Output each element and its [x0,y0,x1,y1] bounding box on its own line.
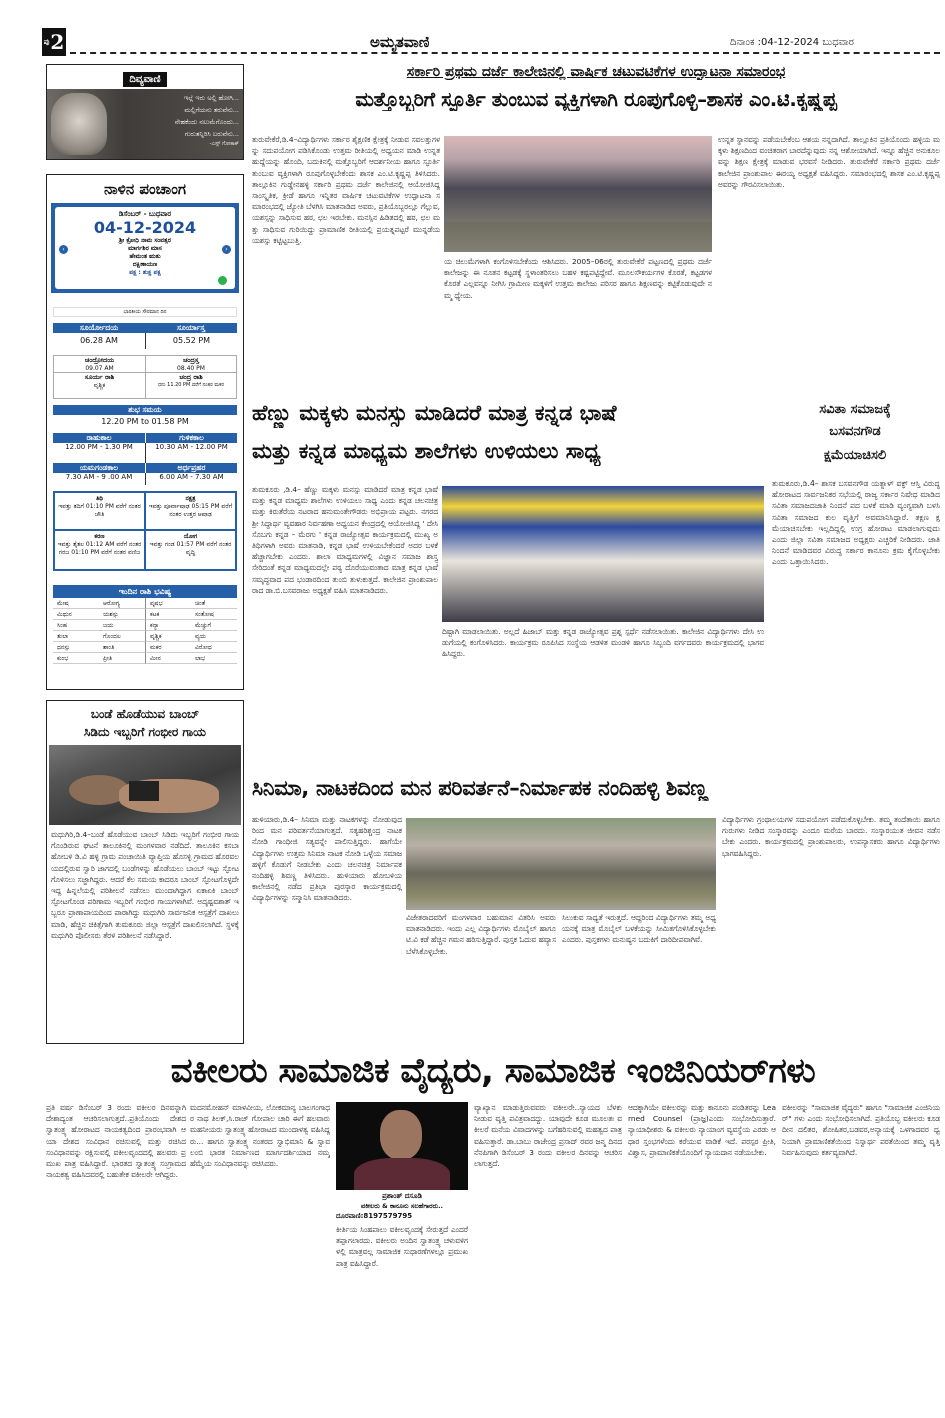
sunset-time: 05.52 PM [145,333,237,349]
story4-headline: ಸಿನಿಮಾ, ನಾಟಕದಿಂದ ಮನ ಪರಿವರ್ತನೆ–ನಿರ್ಮಾಪಕ ನಂದಿಹಳ್ಳಿ ಶಿವಣ್ಣ [252,776,708,800]
story4-photo [406,818,716,910]
masthead-divider [70,52,940,54]
panchanga-date: 04-12-2024 [93,218,197,237]
next-arrow-icon[interactable]: › [222,245,231,254]
rashi-prediction: ಶಾಂತಿ [99,642,145,653]
story5-col1: ಪ್ರತಿ ವರ್ಷ ಡಿಸೆಂಬರ್ 3 ರಂದು ವಕೀಲರ ದಿನವನ್ನಾಗಿ ದೇಶಾದ್ಯಂತ ಆಚರಿಸಲಾಗುತ್ತದೆ..ಪ್ರತಿಯೊಂದು ದೇಶದ ಸ್ವಾತಂತ್ರ್ಯ ಹೋರಾಟದ ನಾಯಕತ್ವದಿಂದ ಪ್ರಾರಂಭವಾಗಿ ಆಯಾ ದೇಶದ ಸಂವಿಧಾನ ರಚಿಸುವಲ್ಲಿ ಮತ್ತು ರಚಿಸಿದ ಸಂವಿಧಾನವನ್ನು ರಕ್ಷಿಸುವಲ್ಲಿ ವಕೀಲವೃಂದದಲ್ಲಿ ಹಲವರು ಪ್ರಮುಖ ಪಾತ್ರ ವಹಿಸಿದ್ದಾರೆ. ಭಾರತದ ಸ್ವಾತಂತ್ರ್ಯ ಸಂಗ್ರಾಮದ ನಾಯಕತ್ವ ವಹಿಸಿದವರಲ್ಲಿ ಬಹುತೇಕ ವಕೀಲರೇ ಆಗಿದ್ದರು. [46,1103,186,1180]
story2-photo [442,486,764,622]
rashi-prediction: ಯಶಸ್ಸು [99,609,145,620]
story1-col1: ತುರುವೇಕೆರೆ,ಡಿ.4–ವಿದ್ಯಾರ್ಥಿಗಳು ಸರ್ಕಾರ ಶೈಕ್ಷಣಿಕ ಕ್ಷೇತ್ರಕ್ಕೆ ನೀಡುವ ಸವಲತ್ತುಗಳನ್ನು ಸದುಪಯೋಗ ಪಡಿಸಿಕೊಂಡು ಉತ್ತಮ ರೀತಿಯಲ್ಲಿ ಅಧ್ಯಯನ ಮಾಡಿ ಉನ್ನತ ಹುದ್ದೆಯನ್ನು ಹೊಂದಿ, ಬದುಕಿನಲ್ಲಿ ಮತ್ತೊಬ್ಬರಿಗೆ ಆದರ್ಶನೀಯ ಹಾಗೂ ಸ್ಫೂರ್ತಿ ತುಂಬುವ ವ್ಯಕ್ತಿಗಳಾಗಿ ರೂಪುಗೊಳ್ಳಬೇಕೆಂದು ಶಾಸಕ ಎಂ.ಟಿ.ಕೃಷ್ಣಪ್ಪ ತಿಳಿಸಿದರು. ತಾಲ್ಲೂಕಿನ ಗುಡ್ಡೇನಹಳ್ಳಿ ಸರ್ಕಾರಿ ಪ್ರಥಮ ದರ್ಜೆ ಕಾಲೇಜಿನಲ್ಲಿ ಆಯೋಜಿಸಿದ್ದ ಸಾಂಸ್ಕೃತಿಕ, ಕ್ರೀಡೆ ಹಾಗೂ ಇನ್ನಿತರ ವಾರ್ಷಿಕ ಚಟುವಟಿಕೆಗಳ ಉದ್ಘಾಟನಾ ಸಮಾರಂಭದಲ್ಲಿ ಜ್ಯೋತಿ ಬೆಳಗಿಸಿ ಮಾತನಾಡಿದ ಅವರು, ಪ್ರತಿಯೊಬ್ಬರಲ್ಲೂ ಗೆಲ್ಲುವ, ಯಶಸ್ಸನ್ನು ಸಾಧಿಸುವ ಹಠ, ಛಲ ಇರಬೇಕು. ಮನಸ್ಸಿನ ಹಿಡಿತದಲ್ಲಿ ಹಠ, ಛಲ ಮತ್ತು ಸಾಧಿಸುವ ಗುರಿಯಿದ್ದು ಪ್ರಾಮಾಣಿಕ ರೀತಿಯಲ್ಲಿ ಪ್ರಯತ್ನಪಟ್ಟರೆ ಮುನ್ನಡೆಯ ಯಶಸ್ಸು ಕಟ್ಟಿಟ್ಟಬುತ್ತಿ. [252,135,440,245]
story5-col4: ವ್ಯಾಖ್ಯಾನ ಮಾಡುತ್ತಿರುವವರು ವಕೀಲರೇ..ನ್ಯಾಯದ ಬೆಳಕು ನೀಡುವ ವೃತ್ತಿ ಪವಿತ್ರವಾದದ್ದು. ಯಾವುದೇ ಕೂಡ ಮೂಲತಃ ವಕೀಲರೆ ಮನೆಯ ವಿವಾದಗಳನ್ನು ಬಗೆಹರಿಸುವಲ್ಲಿ ಮಹತ್ವದ ಪಾತ್ರ ವಹಿಸುತ್ತಾರೆ. ಡಾ.ಬಾಬು ರಾಜೇಂದ್ರ ಪ್ರಸಾದ್ ರವರ ಜನ್ಮ ದಿನದ ನೆನಪಿಗಾಗಿ ಡಿಸೆಂಬರ್ 3 ರಂದು ವಕೀಲರ ದಿನವನ್ನು ಆಚರಿಸಲಾಗುತ್ತದೆ. [474,1103,622,1169]
rashi-prediction: ಮೆಚ್ಚುಗೆ [191,620,237,631]
shubha-time: 12.20 PM to 01.58 PM [101,417,189,426]
story5-headline: ವಕೀಲರು ಸಾಮಾಜಿಕ ವೈದ್ಯರು, ಸಾಮಾಜಿಕ ಇಂಜಿನಿಯರ್‌ಗಳು [170,1051,816,1091]
author-phone: ದೂರವಾಣಿ:8197579795 [336,1212,413,1220]
rashi-prediction: ಪ್ರೀತಿ [99,653,145,664]
quote-text: ಇಲ್ಲೆ ಇರು ಅಲ್ಲಿ ಹೋಗಿ... ಮಲ್ಲಿಗೆಯನು ತರುವೆನು... ನೇಹಕೆಂದು ನಲುಮೆಗೊಂದು... ಗುರುತನ್ನಿರಿಸಿ ಬರುವೆನು... -ಎಸ್ಸ್ ಗೋಕಾಕ್ [174,94,239,147]
story3-headline-2: ಬಸವನಗೌಡ [829,424,881,439]
panchanga-title: ನಾಳಿನ ಪಂಚಾಂಗ [104,180,186,198]
rashi-sign: ವೃಷಭ [145,598,191,609]
rashi-sign: ಮೇಷ [53,598,99,609]
story4-col1: ಹುಳಿಯಾರು,ಡಿ.4– ಸಿನಿಮಾ ಮತ್ತು ನಾಟಕಗಳನ್ನು ನೋಡುವುದರಿಂದ ಮನ ಪರಿವರ್ತನೆಯಾಗುತ್ತದೆ. ಸತ್ಯಹರಿಶ್ಚಂದ್ರ ನಾಟಕ ನೋಡಿ ಗಾಂಧೀಜಿ ಸತ್ಯವನ್ನೇ ಪಾಲಿಸುತ್ತಿದ್ದರು. ಹಾಗೆಯೇ ವಿದ್ಯಾರ್ಥಿಗಳು ಉತ್ತಮ ಸಿನಿಮಾ ನಾಟಕ ನೋಡಿ ಒಳ್ಳೆಯ ಸಮಾಜ ಹಳ್ಳಿಗೆ ಕೊಡುಗೆ ನೀಡಬೇಕು ಎಂದು ಚಲನಚಿತ್ರ ನಿರ್ಮಾಪಕ ನಂದಿಹಳ್ಳಿ ಶಿವಣ್ಣ ತಿಳಿಸಿದರು. ಹುಳಿಯಾರು ಹೋಬಳಿಯ ಕಾಲೇಜಿನಲ್ಲಿ ನಡೆದ ಪ್ರತಿಭಾ ಪುರಸ್ಕಾರ ಕಾರ್ಯಕ್ರಮದಲ್ಲಿ ವಿದ್ಯಾರ್ಥಿಗಳನ್ನು ಸನ್ಮಾನಿಸಿ ಮಾತನಾಡಿದರು. [252,815,402,903]
rashi-title: ಇಂದಿನ ರಾಶಿ ಭವಿಷ್ಯ [53,585,237,598]
rashi-prediction: ವ್ಯಯ [191,631,237,642]
story3-headline-3: ಕ್ಷಮೆಯಾಚಿಸಲಿ [823,448,887,463]
story2-headline-1: ಹೆಣ್ಣು ಮಕ್ಕಳು ಮನಸ್ಸು ಮಾಡಿದರೆ ಮಾತ್ರ ಕನ್ನಡ ಭಾಷೆ [252,401,617,425]
story1-photo [444,136,712,252]
shubha-table: ಶುಭ ಸಮಯ 12.20 PM to 01.58 PM [53,405,237,429]
story1-headline: ಮತ್ತೊಬ್ಬರಿಗೆ ಸ್ಫೂರ್ತಿ ತುಂಬುವ ವ್ಯಕ್ತಿಗಳಾಗಿ ರೂಪುಗೊಳ್ಳಿ–ಶಾಸಕ ಎಂ.ಟಿ.ಕೃಷ್ಣಪ್ಪ [355,88,837,111]
story5-col3: ಕೀರ್ತಿಯ ಸಿಂಹಪಾಲು ವಕೀಲವೃಂದಕ್ಕೆ ಸೇರುತ್ತದೆ ಎಂದರೆ ತಪ್ಪಾಗಲಾರದು. ವಕೀಲರು ಅಂದಿನ ಸ್ವಾತಂತ್ರ್ಯ ಚಳುವಳಿಗಳಲ್ಲಿ ಮಾತ್ರವಲ್ಲ ಸಾಮಾಜಿಕ ಸುಧಾರಣೆಗಳಲ್ಲೂ ಪ್ರಮುಖ ಪಾತ್ರ ವಹಿಸಿದ್ದಾರೆ. [336,1225,468,1268]
bomb-headline-1: ಬಂಡೆ ಹೊಡೆಯುವ ಬಾಂಬ್ [90,707,200,721]
author-title: ವಕೀಲರು & ಕಾನೂನು ಸಲಹೆಗಾರರು.. [360,1202,444,1210]
story4-col3: ಸಿಲುಕುವ ಸಾಧ್ಯತೆ ಇರುತ್ತದೆ. ಆದ್ದರಿಂದ ವಿದ್ಯಾರ್ಥಿಗಳು ತಮ್ಮ ಅಧ್ಯಯನಕ್ಕೆ ಮಾತ್ರ ಮೊಬೈಲ್ ಬಳಕೆಯನ್ನು ಸೀಮಿತಗೊಳಿಸಿಕೊಳ್ಳಬೇಕು ಎಂದರು. ಪುಸ್ತಕಗಳು ಮನುಷ್ಯನ ಬದುಕಿಗೆ ದಾರಿದೀಪವಾಗಿವೆ. [562,913,716,945]
author-name: ಪ್ರಶಾಂತ್ ದಸೂಡಿ [382,1192,422,1200]
sun-table: ಸೂರ್ಯೋದಯ ಸೂರ್ಯಾಸ್ತ 06.28 AM 05.52 PM [53,323,237,349]
author-photo [336,1102,468,1190]
story1-col3: ಉನ್ನತ ಸ್ಥಾನವನ್ನು ಪಡೆಯಬೇಕೆಂಬ ಆಶಯ ನನ್ನದಾಗಿದೆ. ತಾಲ್ಲೂಕಿನ ಪ್ರತಿಯೊಂದು ಹಳ್ಳಿಯ ಮಕ್ಕಳು ಶಿಕ್ಷಣದಿಂದ ವಂಚಿತರಾಗ ಬಾರದೆನ್ನುವುದು ನನ್ನ ಆಶೋಯಾಗಿದೆ. ಇನ್ನೂ ಹೆಚ್ಚಿನ ಅನುಕೂಲವನ್ನು ಶಿಕ್ಷಣ ಕ್ಷೇತ್ರಕ್ಕೆ ಮಾಡುವ ಭರವಸೆ ನೀಡಿದರು. ತುರುವೇಕೆರೆ ಸರ್ಕಾರಿ ಪ್ರಥಮ ದರ್ಜೆ ಕಾಲೇಜಿನ ಪ್ರಾಂಶುಪಾಲ ಈರಯ್ಯ ಅಧ್ಯಕ್ಷತೆ ವಹಿಸಿದ್ದರು. ಸಮಾರಂಭದಲ್ಲಿ ಶಾಸಕ ಎಂ.ಟಿ.ಕೃಷ್ಣಪ್ಪ ಅವರನ್ನು ಗೌರವಿಸಲಾಯಿತು. [718,135,940,189]
rashi-table [53,585,237,664]
rashi-sign: ಸಿಂಹ [53,620,99,631]
story3-body: ತುಮಕೂರು,ಡಿ.4– ಶಾಸಕ ಬಸವನಗೌಡ ಯತ್ನಾಳ್ ವಕ್ಫ್ ಆಸ್ತಿ ವಿರುದ್ಧ ಹೋರಾಟದ ಸಾರ್ವಜನಿಕರ ಸಭೆಯಲ್ಲಿ ರಾಜ್ಯ ಸರ್ಕಾರ ನಿಷೇಧ ಮಾಡಿದ ಸವಿತಾ ಸಮಾಜದಜಾತಿ ನಿಂದನೆ ಪದ ಬಳಕೆ ಮಾಡಿ ವ್ಯಂಗ್ಯವಾಗಿ ಬಳಸಿ ಸವಿತಾ ಸಮಾಜದ ಕುಲ ವೃತ್ತಿಗೆ ಅವಮಾನಿಸಿದ್ದಾರೆ. ತಕ್ಷಣ ಕ್ಷಮೆಯಾಚಿಸಬೇಕು ಇಲ್ಲದಿದ್ದಲ್ಲಿ ಉಗ್ರ ಹೋರಾಟ ಮಾಡಲಾಗುವುದು ಎಂದು ಜಿಲ್ಲಾ ಸವಿತಾ ಸಮಾಜದ ಅಧ್ಯಕ್ಷರು ಎಚ್ಚರಿಕೆ ನೀಡಿದರು. ಜಾತಿ ನಿಂದನೆ ಮಾಡಿದವರ ವಿರುದ್ಧ ಸರ್ಕಾರ ಕಾನೂನು ಕ್ರಮ ಕೈಗೊಳ್ಳಬೇಕು ಎಂದು ಒತ್ತಾಯಿಸಿದರು. [772,479,940,567]
story5-col5: ಆದಕ್ಕಾಗಿಯೇ ವಕೀಲರನ್ನು ಮತ್ತು ಕಾನೂನು ಪಂಡಿತರನ್ನು Learned Counsel (ಪ್ರಾಜ್ಞ)ಎಂದು ಸಂಭೋದಿಸುತ್ತಾರೆ. ನ್ಯಾಯಾಧೀಶರು & ವಕೀಲರು ನ್ಯಾಯಾಂಗ ವ್ಯವಸ್ಥೆಯ ಎರಡು ಆಧಾರ ಸ್ತಂಭಗಳೆಂದು ಕರೆಯುವ ವಾಡಿಕೆ ಇದೆ. ಪರಸ್ಪರ ಪ್ರೀತಿ,ವಿಶ್ವಾಸ, ಪ್ರಾಮಾಣಿಕತೆಯೊಂದಿಗೆ ನ್ಯಾಯದಾನ ನಡೆಯಬೇಕು. [628,1103,776,1157]
rashi-prediction: ಆರೋಗ್ಯ [99,598,145,609]
month-day: ಡಿಸೆಂಬರ್ - ಬುಧವಾರ [118,210,172,218]
whatsapp-icon[interactable] [218,276,227,285]
rashi-sign: ವೃಶ್ಚಿಕ [145,631,191,642]
story3-headline-1: ಸವಿತಾ ಸಮಾಜಕ್ಕೆ [819,402,891,417]
story1-col2: ಯ ಚಿಲುಮೆಗಳಾಗಿ ಕಂಗೊಳಿಸಬೇಕೆಂದು ಆಶಿಸಿದರು. 2005–06ರಲ್ಲಿ ತುರುವೇಕೆರೆ ಪಟ್ಟಣದಲ್ಲಿ ಪ್ರಥಮ ದರ್ಜೆ ಕಾಲೇಜನ್ನು ಈ ನೂತನ ಕಟ್ಟಡಕ್ಕೆ ಸ್ಥಳಾಂತರಿಸಲು ಬಹಳ ಕಷ್ಟಪಟ್ಟಿದ್ದೇವೆ. ಮೂಲಸೌಕರ್ಯಗಳ ಕೊರತೆ, ಕಟ್ಟಡಗಳ ಕೊರತೆ ಎಲ್ಲವನ್ನೂ ನೀಗಿಸಿ ಗ್ರಾಮೀಣ ಮಕ್ಕಳಿಗೆ ಉತ್ತಮ ಕಾಲೇಜು ಪರಿಸರ ಹಾಗೂ ಶಿಕ್ಷಣವನ್ನು ಕಟ್ಟಿಕೊಡುವುದೇ ನಮ್ಮ ಧ್ಯೇಯ. [444,257,712,300]
rashi-prediction: ಗೊಂದಲ [99,631,145,642]
story4-col2: ವಿಜೇತರಾದವರಿಗೆ ಮಂಗಳವಾರ ಬಹುಮಾನ ವಿತರಿಸಿ ಅವರು ಮಾತನಾಡಿದರು. ಇಂದು ಎಲ್ಲ ವಿದ್ಯಾರ್ಥಿಗಳು ಮೊಬೈಲ್ ಹಾಗೂ ಟಿ.ವಿ ಕಡೆ ಹೆಚ್ಚಿನ ಗಮನ ಹರಿಸುತ್ತಿದ್ದಾರೆ. ಪುಸ್ತಕ ಓದುವ ಹವ್ಯಾಸ ಬೆಳೆಸಿಕೊಳ್ಳಬೇಕು. [406,913,556,956]
story2-col2: ದಿಷ್ಟಾಗಿ ಮಾಡಲಾಯಿತು. ಅಲ್ಲದೆ ಹಿಜಾಬ್ ಮತ್ತು ಕನ್ನಡ ರಾಜ್ಯೋತ್ಸವ ಪ್ರಶ್ನ ಸ್ಪರ್ಧೆ ನಡೆಸಲಾಯಿತು. ಕಾಲೇಜಿನ ವಿದ್ಯಾರ್ಥಿಗಳು ದೇಸಿ ಉಡುಗೆಯಲ್ಲಿ ಕಂಗೊಳಿಸಿದರು. ಕಾರ್ಯಕ್ರಮ ರೂಪಿಸಿದ ಸಂಸ್ಥೆಯ ಆಡಳಿತ ಮಂಡಳಿ ಹಾಗೂ ಸಿಬ್ಬಂದಿ ವರ್ಗದವರು ಕಾರ್ಯಕ್ರಮದಲ್ಲಿ ಭಾಗವಹಿಸಿದ್ದರು. [442,627,764,659]
page-prefix: ಪು [43,37,50,46]
rashi-prediction: ಚಿಂತೆ [191,598,237,609]
story4-col4: ವಿದ್ಯಾರ್ಥಿಗಳು ಗ್ರಂಥಾಲಯಗಳ ಸದುಪಯೋಗ ಪಡೆದುಕೊಳ್ಳಬೇಕು. ತಮ್ಮ ತಂದೆತಾಯಿ ಹಾಗೂ ಗುರುಗಳು ನೀಡಿದ ಸಂಸ್ಕಾರವನ್ನು ಎಂದೂ ಮರೆಯ ಬಾರದು. ಸಂಸ್ಕಾರಯುತ ಜೀವನ ನಡೆಸಬೇಕು ಎಂದರು. ಕಾರ್ಯಕ್ರಮದಲ್ಲಿ ಪ್ರಾಂಶುಪಾಲರು, ಉಪನ್ಯಾಸಕರು ಹಾಗೂ ವಿದ್ಯಾರ್ಥಿಗಳು ಭಾಗವಹಿಸಿದ್ದರು. [722,815,940,858]
bomb-headline-2: ಸಿಡಿದು ಇಬ್ಬರಿಗೆ ಗಂಭೀರ ಗಾಯ [84,725,206,739]
rashi-sign: ತುಲಾ [53,631,99,642]
tithi-table: ತಿಥಿ ಇವತ್ತು ತದಿಗೆ 01:10 PM ವರೆಗೆ ನಂತರ ಚೌತಿ ನಕ್ಷತ್ರ ಇವತ್ತು ಪೂರ್ವಾಷಾಢ 05:15 PM ವರೆಗೆ ನಂತರ ಉತ್ತರ ಆಷಾಢ ಕರಣ ಇವತ್ತು ತೈತಲ 01:12 AM ವರೆಗೆ ನಂತರ ಗರಜ 01:10 PM ವರೆಗೆ ನಂತರ ವಣಿಜ ಯೋಗ ಇವತ್ತು ಗಂಡ 01:57 PM ವರೆಗೆ ನಂತರ ವೃದ್ಧಿ [53,491,237,571]
page-number: 2 [50,30,65,54]
kala-table: ರಾಹುಕಾಲ ಗುಳಿಕಕಾಲ 12.00 PM - 1.30 PM 10.30 AM - 12.00 PM ಯಮಗಂಡಕಾಲ ಅರ್ಧಪ್ರಹರ 7.30 AM - 9 .00 AM 6.00 AM - 7.30 AM [53,433,237,485]
panchanga-note: ಭಾರತೀಯ ಸೌರಮಾನ ದಿನ [53,307,237,317]
page-number-badge [42,28,66,56]
rashi-prediction: ವಿರೋಧ [191,642,237,653]
divyavani-title: ದಿವ್ಯವಾಣಿ [123,72,166,87]
rashi-sign: ಮಕರ [145,642,191,653]
story5-col6: ವಕೀಲರನ್ನು "ಸಾಮಾಜಿಕ ವೈದ್ಯರು" ಹಾಗೂ "ಸಾಮಾಜಿಕ ಎಂಜಿನಿಯರ್" ಗಳು ಎಂದು ಸಂಭೋಧಿಸಲಾಗಿದೆ. ಪ್ರತಿಯೊಬ್ಬ ವಕೀಲರು ಕೂಡ ದೀನ ದಲಿತರ, ಶೋಷಿತರ,ಬಡವರ,ಅನ್ಯಾಯಕ್ಕೆ ಒಳಗಾದವರ ಧ್ವನಿಯಾಗಿ ಪ್ರಾಮಾಣಿಕತೆಯಿಂದ ನಿಸ್ವಾರ್ಥ ಪರತೆಯಿಂದ ತಮ್ಮ ವೃತ್ತಿ ನಿರ್ವಹಿಸುವುದು ಕರ್ತವ್ಯವಾಗಿದೆ. [782,1103,940,1157]
story1-kicker: ಸರ್ಕಾರಿ ಪ್ರಥಮ ದರ್ಜೆ ಕಾಲೇಜಿನಲ್ಲಿ ವಾರ್ಷಿಕ ಚಟುವಟಿಕೆಗಳ ಉದ್ಘಾಟನಾ ಸಮಾರಂಭ [406,64,786,80]
prev-arrow-icon[interactable]: ‹ [59,245,68,254]
bomb-story [46,700,244,1044]
rashi-sign: ಧನಸ್ಸು [53,642,99,653]
issue-date: ದಿನಾಂಕ :04-12-2024 ಬುಧವಾರ [730,37,854,48]
rashi-sign: ಮಿಥುನ [53,609,99,620]
rashi-sign: ಕನ್ಯಾ [145,620,191,631]
sunrise-time: 06.28 AM [80,336,118,345]
story2-headline-2: ಮತ್ತು ಕನ್ನಡ ಮಾಧ್ಯಮ ಶಾಲೆಗಳು ಉಳಿಯಲು ಸಾಧ್ಯ [252,439,601,463]
rashi-sign: ಕುಂಭ [53,653,99,664]
panchanga-date-card: ಡಿಸೆಂಬರ್ - ಬುಧವಾರ 04-12-2024 ಶ್ರೀ ಕ್ರೋಧಿ ನಾಮ ಸಂವತ್ಸರ ಮಾರ್ಗಶಿರ ಮಾಸ ಹೇಮಂತ ಋತು ದಕ್ಷಿಣಾಯಣ ಪಕ್ಷ : ಶುಕ್ಲ ಪಕ್ಷ ‹ › [51,203,239,293]
divyavani-image [47,89,243,159]
poet-portrait [51,93,107,155]
rashi-prediction: ಸಂತೋಷ [191,609,237,620]
panchanga-box [46,174,244,690]
newspaper-name: ಅಮೃತವಾಣಿ [370,33,430,51]
divyavani-box [46,64,244,160]
injured-photo [49,745,241,825]
rashi-prediction: ಜಯ [99,620,145,631]
moon-table: ಚಂದ್ರೋದಯ ಚಂದ್ರಸ್ತ 09.07 AM 08.40 PM ಸೂರ್ಯ ರಾಶಿ ಚಂದ್ರ ರಾಶಿ ವೃಶ್ಚಿಕ ಧನು 11.20 PM ವರೆಗೆ ನಂತರ ಮಕರ [53,355,237,399]
story2-col1: ತುಮಕೂರು ,ಡಿ.4– ಹೆಣ್ಣು ಮಕ್ಕಳು ಮನಸ್ಸು ಮಾಡಿದರೆ ಮಾತ್ರ ಕನ್ನಡ ಭಾಷೆ ಮತ್ತು ಕನ್ನಡ ಮಾಧ್ಯಮ ಶಾಲೆಗಳು ಉಳಿಯಲು ಸಾಧ್ಯ ಎಂದು ಕನ್ನಡ ಚಲನಚಿತ್ರ ಮತ್ತು ಕಿರುತೆರೆಯ ನಟರಾದ ಹನುಮಂತೇಗೌಡರು ಅಭಿಪ್ರಾಯ ಪಟ್ಟರು. ನಗರದ ಶ್ರೀ ಸಿದ್ಧಾರ್ಥ ವ್ಯವಹಾರ ನಿರ್ವಹಣಾ ಅಧ್ಯಯನ ಕೇಂದ್ರದಲ್ಲಿ ಆಯೋಜಿಸಿದ್ದ ' ದೇಸಿ ಸೊಬಗು ಕನ್ನಡ – ಮೆರಗು ' ಕನ್ನಡ ರಾಜ್ಯೋತ್ಸವ ಕಾರ್ಯಕ್ರಮದಲ್ಲಿ ಮುಖ್ಯ ಅತಿಥಿಗಳಾಗಿ ಅವರು ಮಾತನಾಡಿ, ಕನ್ನಡ ಭಾಷೆ ಉಳಿಯಬೇಕೆಂದರೆ ಅದರ ಬಳಕೆ ಹೆಚ್ಚಾಗಬೇಕು ಎಂದರು. ಶಾಲಾ ಮಾಧ್ಯಮಗಳಲ್ಲಿ ವಿಜ್ಞಾನ ಸಮಾಜ ಶಾಸ್ತ್ರ ಸೇರಿದಂತೆ ಕನ್ನಡ ಮಾಧ್ಯಮದಲ್ಲೇ ಪಠ್ಯ ದೊರೆಯುವಂತಾದ ಮಾತ್ರ ಕನ್ನಡ ಭಾಷೆ ಸಮೃದ್ಧವಾದ ಪದ ಭಂಡಾರದಿಂದ ತುಂಬಿ ತುಳುಕುತ್ತದೆ. ಕಾಲೇಜಿನ ಪ್ರಾಂಶುಪಾಲರಾದ ಡಾ.ಬಿ.ಬಸವರಾಜು ಅಧ್ಯಕ್ಷತೆ ವಹಿಸಿ ಮಾತನಾಡಿದರು. [252,485,438,595]
paksha: ಪಕ್ಷ : ಶುಕ್ಲ ಪಕ್ಷ [129,269,161,276]
rashi-sign: ಕಟಕ [145,609,191,620]
story5-col2: ಮದನಮೋಹನ್ ಮಾಳವೀಯ, ಲೋಕಮಾನ್ಯ ಬಾಲಗಂಗಾಧರ ನಾಥ ತಿಲಕ್,ಸಿ.ರಾಜ್ ಗೋಪಾಲ ಚಾರಿ ಈಗೆ ಹಲವಾರು ಮಹನೀಯರು ಸ್ವಾತಂತ್ರ್ಯ ಹೋರಾಟದ ಮುಂದಾಳತ್ವ ವಹಿಸಿದ್ದರು... ಹಾಗೂ ಸ್ವಾತಂತ್ರ್ಯ ನಂತರದ ಸ್ವಾಭಿಮಾನಿ & ಸ್ವಾವಲಂಬಿ ಭಾರತ ನಿರ್ಮಾಣದ ಮಾರ್ಗದರ್ಶಿಯಾದ ನಮ್ಮ ಹೆಮ್ಮೆಯ ಸಂವಿಧಾನವನ್ನು ರಚಿಸಿದರು. [190,1103,330,1169]
rashi-sign: ಮೀನ [145,653,191,664]
bomb-body: ಮಧುಗಿರಿ,ಡಿ.4–ಬಂಡೆ ಹೊಡೆಯುವ ಬಾಂಬ್ ಸಿಡಿದು ಇಬ್ಬರಿಗೆ ಗಂಭೀರ ಗಾಯಗೊಂಡಿರುವ ಘಟನೆ ತಾಲೂಕಿನಲ್ಲಿ ಮಂಗಳವಾರ ನಡೆದಿದೆ. ತಾಲೂಕಿನ ಕಸಬಾ ಹೋಬಳಿ ಡಿ.ವಿ ಹಳ್ಳಿ ಗ್ರಾಮ ಪಂಚಾಯಿತಿ ವ್ಯಾಪ್ತಿಯ ಹೊಸಳ್ಳಿ ಗ್ರಾಮದ ಹೊರವಲಯದಲ್ಲಿರುವ ಸ್ವಾರಿ ಜಾಗದಲ್ಲಿ ಬಂಡೆಗಳನ್ನು ಹೊಡೆಯಲು ಬಾಂಬ್ ಇಟ್ಟು ಸ್ಫೋಟಗೊಳಿಸಲು ಸಜ್ಜಾಗಿದ್ದರು. ಆದರೆ ಕೆಲ ಸಮಯ ಕಾದರೂ ಬಾಂಬ್ ಸ್ಫೋಟಗೊಳ್ಳದೇ ಇದ್ದ ಹಿನ್ನಲೆಯಲ್ಲಿ ಪರಿಶೀಲನೆ ನಡೆಸಲು ಮುಂದಾಗಿದ್ದಾಗ ಏಕಾಏಕಿ ಬಾಂಬ್ ಸ್ಫೋಟಗೊಂಡ ಪರಿಣಾಮ ಇಬ್ಬರಿಗೆ ಗಂಭೀರ ಗಾಯಗಳಾಗಿವೆ. ಅದೃಷ್ಟವಶಾತ್ ಇಬ್ಬರೂ ಪ್ರಾಣಾಪಾಯದಿಂದ ಪಾರಾಗಿದ್ದು ಮಧುಗಿರಿ ಸಾರ್ವಜನಿಕ ಆಸ್ಪತ್ರೆಗೆ ದಾಖಲು ಮಾಡಿ, ಹೆಚ್ಚಿನ ಚಿಕಿತ್ಸೆಗಾಗಿ ತುಮಕೂರು ಜಿಲ್ಲಾ ಆಸ್ಪತ್ರೆಗೆ ದಾಖಲಿಸಲಾಗಿದೆ. ಸ್ಥಳಕ್ಕೆ ಮಧುಗಿರಿ ಪೊಲೀಸರು ತೆರಳಿ ಪರಿಶೀಲನೆ ನಡೆಸಿದ್ದಾರೆ. [51,830,239,940]
rashi-prediction: ಲಾಭ [191,653,237,664]
